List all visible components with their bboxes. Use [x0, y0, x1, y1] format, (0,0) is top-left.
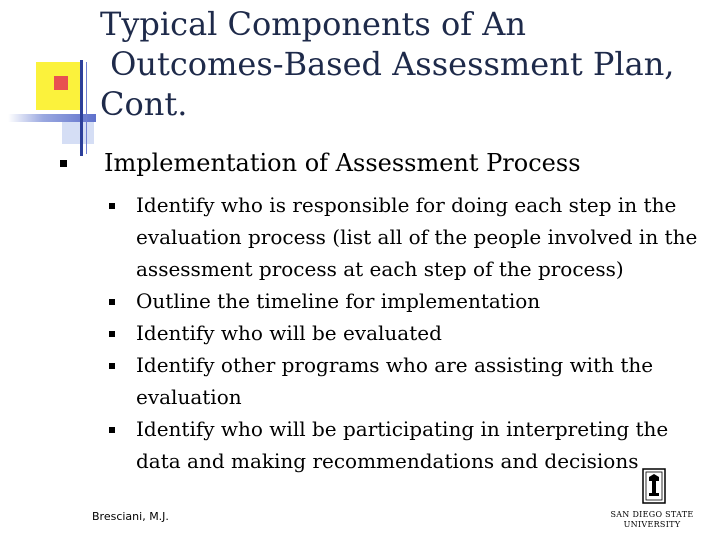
list-item — [96, 317, 706, 349]
list-item-text: Identify who is responsible for doing each step in the evaluation process (list all of the people involved in the assessment process at each step of the process) — [136, 193, 698, 281]
square-bullet-icon — [109, 427, 115, 433]
logo-text-line2: UNIVERSITY — [623, 520, 681, 529]
decorative-vertical-line — [80, 60, 83, 156]
title-line: Typical Components of An — [100, 5, 526, 43]
square-bullet-icon — [109, 299, 115, 305]
list-item — [96, 285, 706, 317]
list-item-text: Identify other programs who are assisting with the evaluation — [136, 353, 654, 409]
decorative-vertical-line-thin — [86, 62, 87, 154]
title-line: Outcomes-Based Assessment Plan, — [100, 45, 675, 83]
list-item — [96, 349, 706, 413]
main-bullet-text: Implementation of Assessment Process — [104, 149, 581, 177]
square-bullet-icon — [109, 331, 115, 337]
square-bullet-icon — [109, 363, 115, 369]
sub-bullet-list — [96, 189, 706, 477]
university-logo — [608, 468, 696, 530]
title-line: Cont. — [100, 85, 188, 123]
square-bullet-icon — [109, 203, 115, 209]
seal-icon — [642, 468, 666, 504]
list-item — [96, 189, 706, 285]
slide-title — [100, 4, 700, 124]
footer-author: Bresciani, M.J. — [92, 510, 169, 523]
list-item-text: Outline the timeline for implementation — [136, 289, 541, 313]
logo-text-line1: SAN DIEGO STATE — [610, 510, 694, 519]
square-bullet-icon — [60, 160, 67, 167]
list-item-text: Identify who will be evaluated — [136, 321, 442, 345]
list-item-text: Identify who will be participating in interpreting the data and making recommendations and decisions — [136, 417, 669, 473]
decorative-red-square — [54, 76, 68, 90]
